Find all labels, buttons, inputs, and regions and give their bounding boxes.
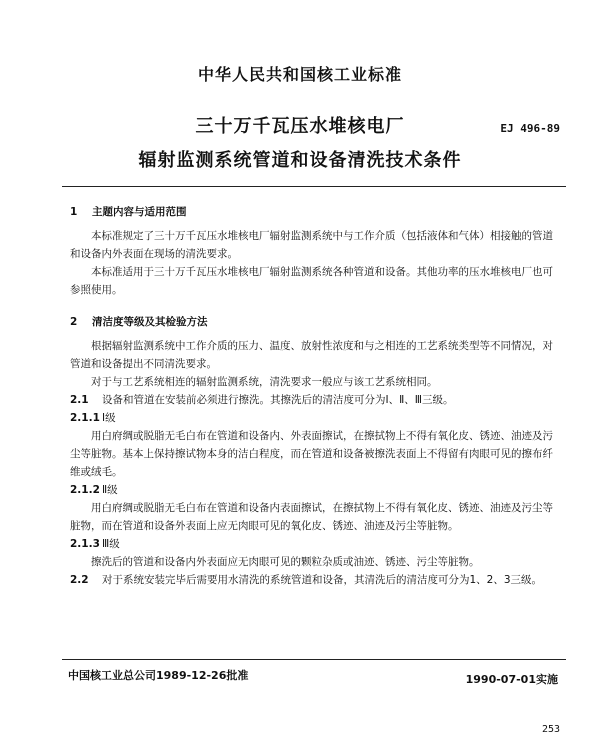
standard-body-heading: 中华人民共和国核工业标准	[197, 65, 402, 84]
clause-2-1-3-number: 2.1.3	[70, 538, 100, 550]
section-1-paragraph-2: 本标准适用于三十万千瓦压水堆核电厂辐射监测系统各种管道和设备。其他功率的压水堆核电厂也可参照使用。	[70, 266, 553, 296]
clause-2-2-number: 2.2	[70, 574, 89, 586]
section-1-paragraph-1: 本标准规定了三十万千瓦压水堆核电厂辐射监测系统中与工作介质（包括液体和气体）相接触的管道和设备内外表面在现场的清洗要求。	[70, 230, 553, 260]
standard-code: EJ 496-89	[500, 122, 560, 135]
clause-2-1-1-number: 2.1.1	[70, 412, 100, 424]
document-body	[70, 203, 558, 589]
document-title-line2: 辐射监测系统管道和设备清洗技术条件	[138, 150, 462, 171]
section-2-paragraph-2: 对于与工艺系统相连的辐射监测系统，清洗要求一般应与该工艺系统相同。	[91, 376, 438, 388]
clause-2-1-number: 2.1	[70, 394, 89, 406]
clause-2-1-1-label: Ⅰ级	[102, 412, 116, 424]
section-2-paragraph-1: 根据辐射监测系统中工作介质的压力、温度、放射性浓度和与之相连的工艺系统类型等不同情况，对管道和设备提出不同清洗要求。	[70, 340, 553, 370]
effective-date: 1990-07-01实施	[465, 673, 558, 686]
clause-2-1-text: 设备和管道在安装前必须进行擦洗。其擦洗后的清洁度可分为Ⅰ、Ⅱ、Ⅲ三级。	[102, 394, 454, 406]
footer-divider	[62, 659, 566, 660]
clause-2-1-2-label: Ⅱ级	[102, 484, 118, 496]
clause-2-1-2-text: 用白府绸或脱脂无毛白布在管道和设备内表面擦试，在擦拭物上不得有氧化皮、锈迹、油迹及污尘等脏物，而在管道和设备外表面上应无肉眼可见的氧化皮、锈迹、油迹及污尘等脏物。	[70, 502, 553, 532]
clause-2-1-2	[70, 481, 558, 499]
clause-2-1-1	[70, 409, 558, 427]
spacer	[70, 299, 558, 313]
clause-2-1-3-text: 擦洗后的管道和设备内外表面应无肉眼可见的颗粒杂质或油迹、锈迹、污尘等脏物。	[91, 556, 480, 568]
clause-2-2	[70, 571, 558, 589]
section-1-title: 主题内容与适用范围	[92, 206, 187, 218]
approval-note: 中国核工业总公司1989-12-26批准	[68, 669, 249, 682]
clause-2-1	[70, 391, 558, 409]
clause-2-1-3-label: Ⅲ级	[102, 538, 120, 550]
section-2-number: 2	[70, 316, 78, 328]
clause-2-1-1-text: 用白府绸或脱脂无毛白布在管道和设备内、外表面擦试，在擦拭物上不得有氧化皮、锈迹、油迹及污尘等脏物。基本上保持擦试物本身的洁白程度，而在管道和设备被擦洗表面上不得留有肉眼可见的擦布纤维或绒毛。	[70, 430, 553, 478]
section-1-heading	[70, 203, 558, 221]
document-title-line1: 三十万千瓦压水堆核电厂	[195, 116, 405, 137]
section-1-number: 1	[70, 206, 78, 218]
clause-2-2-text: 对于系统安装完毕后需要用水清洗的系统管道和设备，其清洗后的清洁度可分为1、2、3三级。	[102, 574, 543, 586]
header-divider	[62, 186, 566, 187]
section-2-heading	[70, 313, 558, 331]
clause-2-1-3	[70, 535, 558, 553]
page-number: 253	[541, 724, 560, 735]
clause-2-1-2-number: 2.1.2	[70, 484, 100, 496]
section-2-title: 清洁度等级及其检验方法	[92, 316, 208, 328]
